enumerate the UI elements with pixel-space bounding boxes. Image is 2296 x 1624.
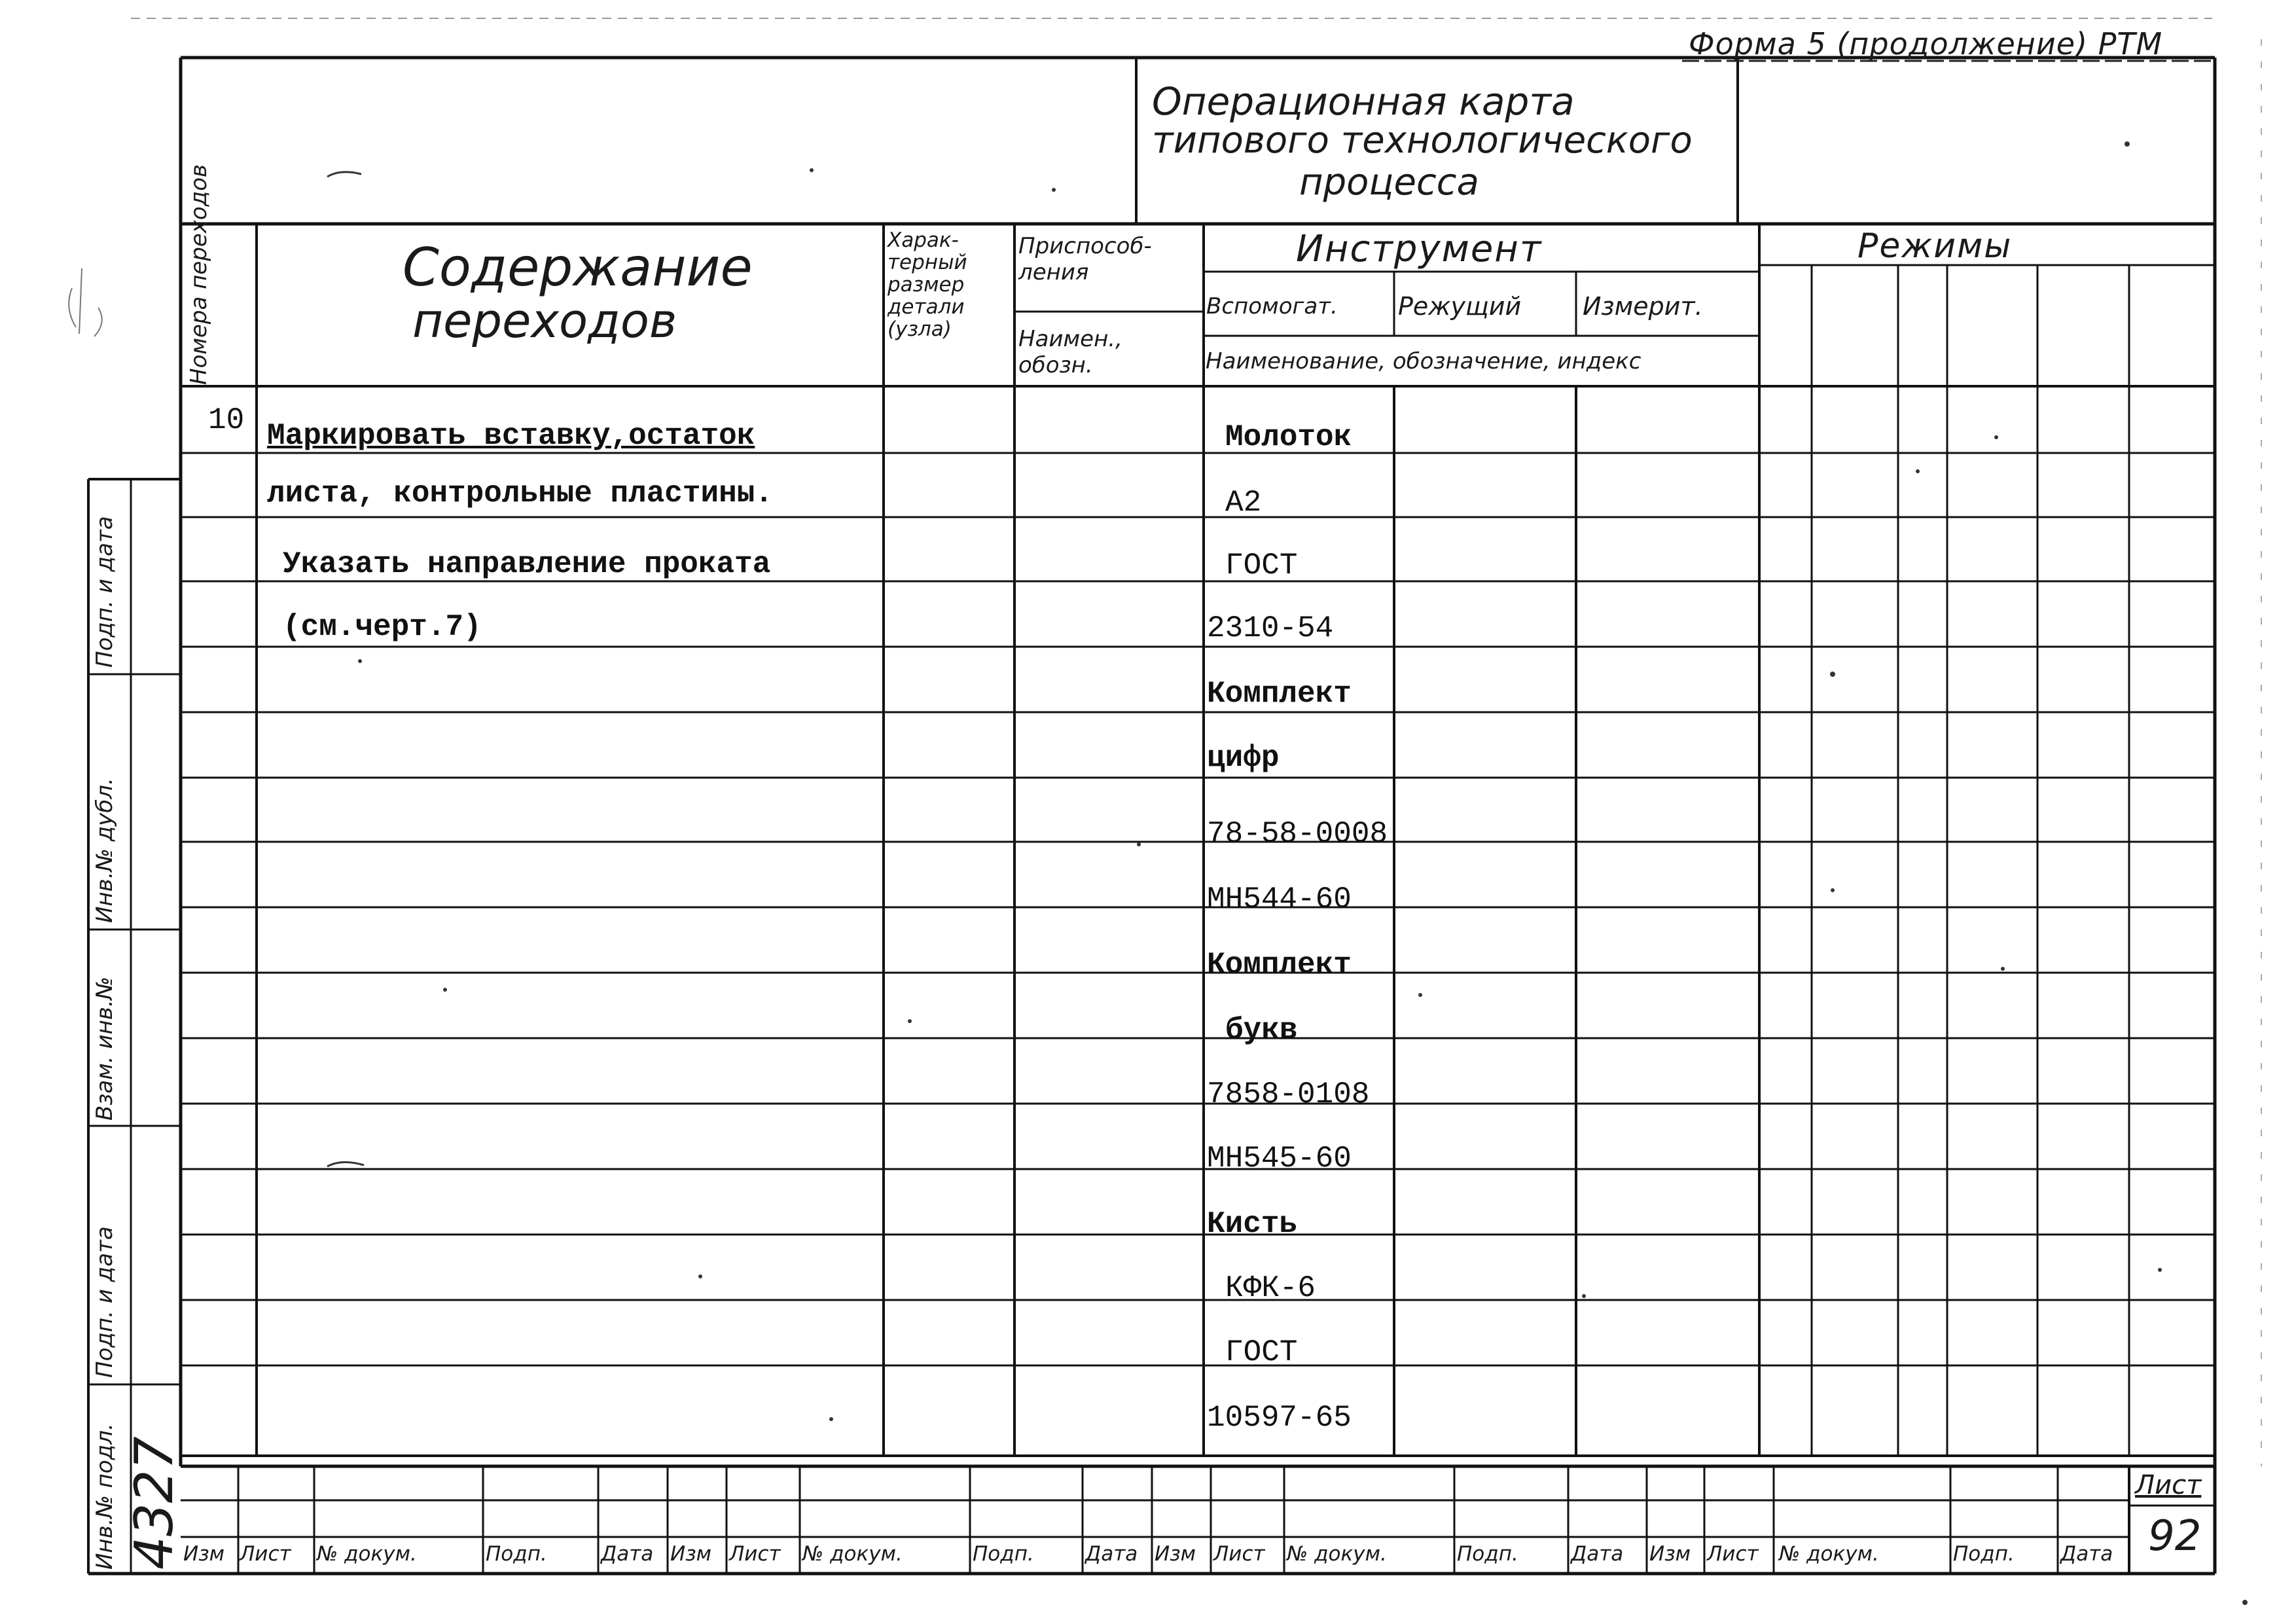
aux-instrument-line: МН544-60 <box>1207 882 1352 916</box>
sig-sheet-label: Лист <box>1707 1542 1759 1566</box>
aux-instrument-line: 78-58-0008 <box>1207 817 1388 851</box>
header-naming-row: Наименование, обозначение, индекс <box>1206 348 1641 374</box>
header-char-size-line: (узла) <box>888 317 952 341</box>
sig-sheet-label: Лист <box>240 1542 291 1566</box>
transition-content-line-1: Маркировать вставку,остаток <box>267 419 755 453</box>
side-stamp-replaced-inv: Взам. инв.№ <box>92 976 118 1121</box>
card-title-line-1: Операционная карта <box>1152 79 1575 124</box>
sig-doc-number-label: № докум. <box>317 1542 417 1566</box>
header-char-size-line: размер <box>888 273 965 297</box>
aux-instrument-line: МН545-60 <box>1207 1142 1352 1176</box>
sheet-label: Лист <box>2135 1470 2202 1500</box>
aux-instrument-line: ГОСТ <box>1225 1335 1298 1369</box>
aux-instrument-line: КФК-6 <box>1225 1271 1316 1305</box>
transition-content-line-4: (см.черт.7) <box>283 610 482 644</box>
aux-instrument-line: Комплект <box>1207 948 1352 982</box>
sig-date-label: Дата <box>1571 1542 1624 1566</box>
side-stamp-inv-duplicate: Инв.№ дубл. <box>92 778 118 923</box>
sig-date-label: Дата <box>1085 1542 1138 1566</box>
card-title-line-3: процесса <box>1299 161 1479 204</box>
sig-date-label: Дата <box>601 1542 654 1566</box>
sig-signature-label: Подп. <box>1953 1542 2015 1566</box>
header-aux-instrument: Вспомогат. <box>1206 293 1338 319</box>
header-transition-number: Номера переходов <box>186 164 212 385</box>
transition-content-line-3: Указать направление проката <box>283 547 771 581</box>
header-modes: Режимы <box>1857 226 2013 266</box>
header-fixtures-line: Приспособ- <box>1018 233 1152 259</box>
card-title-line-2: типового технологического <box>1152 119 1693 162</box>
header-fixtures-naming-line: Наимен., <box>1018 326 1122 352</box>
sig-change-label: Изм <box>183 1542 225 1566</box>
side-stamp-inv-original: Инв.№ подл. <box>92 1423 118 1570</box>
sig-signature-label: Подп. <box>486 1542 547 1566</box>
aux-instrument-line: Комплект <box>1207 677 1352 711</box>
sig-doc-number-label: № докум. <box>1287 1542 1387 1566</box>
sig-sheet-label: Лист <box>729 1542 781 1566</box>
transition-content-line-2: листа, контрольные пластины. <box>267 477 773 511</box>
header-content-line-2: переходов <box>412 293 677 348</box>
sig-signature-label: Подп. <box>973 1542 1034 1566</box>
header-fixtures-line: ления <box>1018 259 1089 285</box>
header-fixtures-naming-line: обозн. <box>1018 352 1093 378</box>
aux-instrument-line: Молоток <box>1225 420 1352 454</box>
header-content-line-1: Содержание <box>403 237 753 298</box>
sig-date-label: Дата <box>2060 1542 2113 1566</box>
aux-instrument-line: цифр <box>1207 741 1280 775</box>
header-cutting-instrument: Режущий <box>1398 292 1522 321</box>
sig-change-label: Изм <box>1155 1542 1196 1566</box>
sig-sheet-label: Лист <box>1213 1542 1265 1566</box>
header-instrument: Инструмент <box>1296 228 1543 270</box>
aux-instrument-line: 2310-54 <box>1207 611 1334 645</box>
header-char-size-line: Харак- <box>888 228 959 252</box>
side-stamp-inv-number: 4327 <box>124 1436 185 1570</box>
transition-number: 10 <box>208 403 245 437</box>
header-char-size-line: детали <box>888 295 965 319</box>
header-char-size-line: терный <box>888 251 967 274</box>
aux-instrument-line: А2 <box>1225 486 1262 520</box>
side-stamp-sign-date: Подп. и дата <box>92 1226 118 1378</box>
sig-doc-number-label: № докум. <box>802 1542 903 1566</box>
side-stamp-sign-date: Подп. и дата <box>92 516 118 668</box>
aux-instrument-line: букв <box>1225 1013 1298 1047</box>
sig-signature-label: Подп. <box>1457 1542 1518 1566</box>
sig-change-label: Изм <box>1649 1542 1691 1566</box>
header-measuring-instrument: Измерит. <box>1583 292 1703 321</box>
sheet-number: 92 <box>2148 1512 2202 1561</box>
aux-instrument-line: Кисть <box>1207 1207 1298 1241</box>
aux-instrument-line: ГОСТ <box>1225 549 1298 583</box>
aux-instrument-line: 10597-65 <box>1207 1401 1352 1435</box>
sig-doc-number-label: № докум. <box>1779 1542 1879 1566</box>
sig-change-label: Изм <box>670 1542 712 1566</box>
form-label: Форма 5 (продолжение) РТМ <box>1689 26 2163 62</box>
aux-instrument-line: 7858-0108 <box>1207 1077 1370 1111</box>
